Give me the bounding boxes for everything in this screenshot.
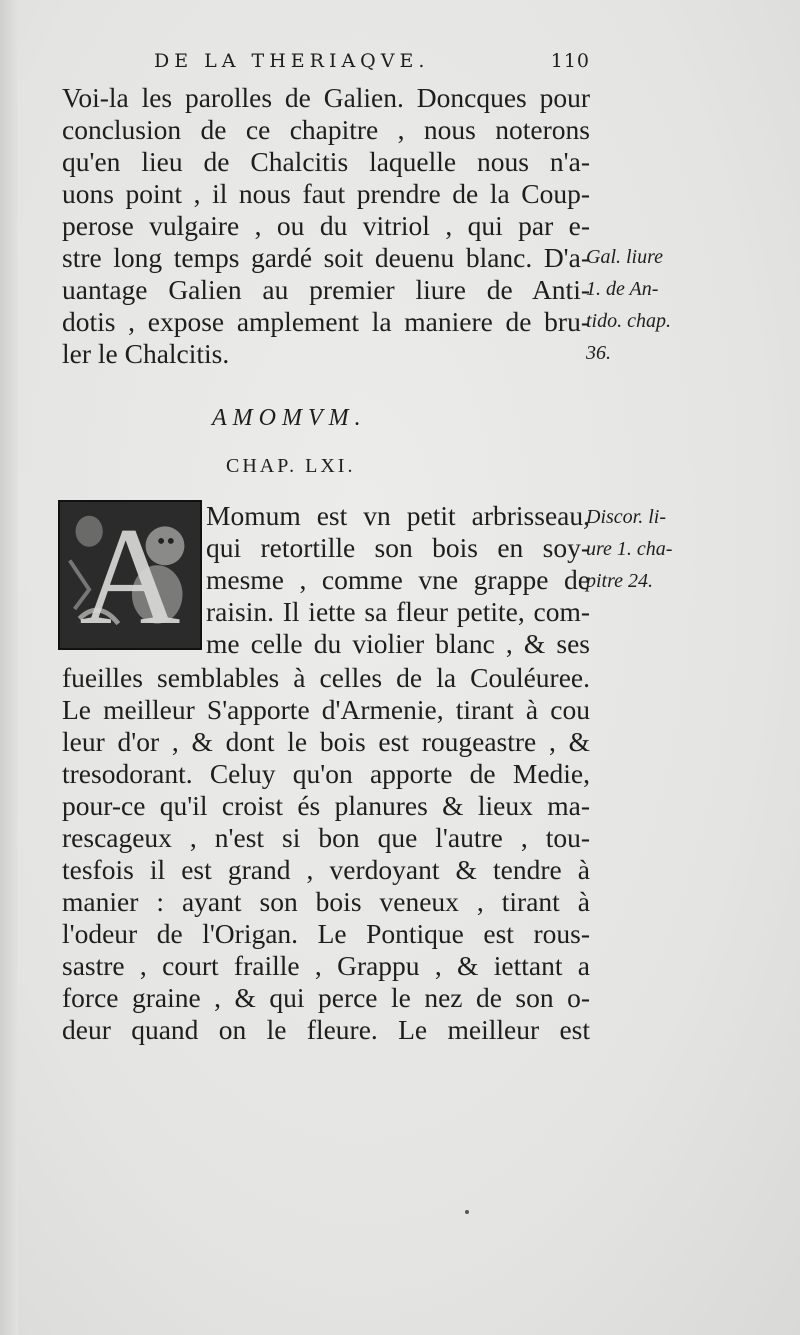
page-gutter-shadow [0, 0, 18, 1335]
text-line: qui retortille son bois en soy- [206, 532, 590, 563]
text-line: sastre , court fraille , Grappu , & iettant a [62, 950, 590, 981]
text-line: perose vulgaire , ou du vitriol , qui par e- [62, 210, 590, 241]
margin-note-line: Discor. li- [586, 506, 666, 528]
text-line: raisin. Il iette sa fleur petite, com- [206, 596, 590, 627]
margin-note-line: ure 1. cha- [586, 538, 673, 560]
drop-cap-letter: A [79, 499, 181, 654]
text-line: fueilles semblables à celles de la Couléuree. [62, 662, 590, 693]
text-line: rescageux , n'est si bon que l'autre , tou- [62, 822, 590, 853]
text-line: deur quand on le fleure. Le meilleur est [62, 1014, 590, 1045]
text-line: dotis , expose amplement la maniere de bru- [62, 306, 590, 337]
text-line: l'odeur de l'Origan. Le Pontique est rous- [62, 918, 590, 949]
text-line: Le meilleur S'apporte d'Armenie, tirant à cou [62, 694, 590, 725]
margin-note-line: pitre 24. [586, 570, 654, 592]
margin-note-line: Gal. liure [586, 246, 664, 268]
text-line: ler le Chalcitis. [62, 338, 230, 369]
decorated-initial [58, 499, 202, 654]
text-line: qu'en lieu de Chalcitis laquelle nous n'a- [62, 146, 590, 177]
chapter-heading: CHAP. LXI. [226, 455, 356, 477]
text-line: uantage Galien au premier liure de Anti- [62, 274, 590, 305]
text-line: conclusion de ce chapitre , nous noterons [62, 114, 590, 145]
text-line: Momum est vn petit arbrisseau, [206, 500, 590, 531]
text-line: pour-ce qu'il croist és planures & lieux ma- [62, 790, 590, 821]
section-title: AMOMVM. [212, 405, 367, 431]
text-line: uons point , il nous faut prendre de la Coup- [62, 178, 590, 209]
text-line: tesfois il est grand , verdoyant & tendre à [62, 854, 590, 885]
margin-note-line: 36. [586, 342, 611, 364]
page-header [62, 50, 590, 80]
running-title: DE LA THERIAQVE. [154, 50, 430, 72]
text-line: manier : ayant son bois veneux , tirant à [62, 886, 590, 917]
page-number: 110 [550, 50, 590, 72]
text-line: Voi-la les parolles de Galien. Doncques pour [62, 82, 590, 113]
text-line: tresodorant. Celuy qu'on apporte de Medie, [62, 758, 590, 789]
text-line: force graine , & qui perce le nez de son o- [62, 982, 590, 1013]
text-line: me celle du violier blanc , & ses [206, 628, 590, 659]
text-line: mesme , comme vne grappe de [206, 564, 590, 595]
text-line: leur d'or , & dont le bois est rougeastre , & [62, 726, 590, 757]
paper-speck [465, 1210, 469, 1214]
margin-note-line: tido. chap. [586, 310, 671, 332]
margin-note-line: 1. de An- [586, 278, 659, 300]
text-line: stre long temps gardé soit deuenu blanc. D'a- [62, 242, 590, 273]
